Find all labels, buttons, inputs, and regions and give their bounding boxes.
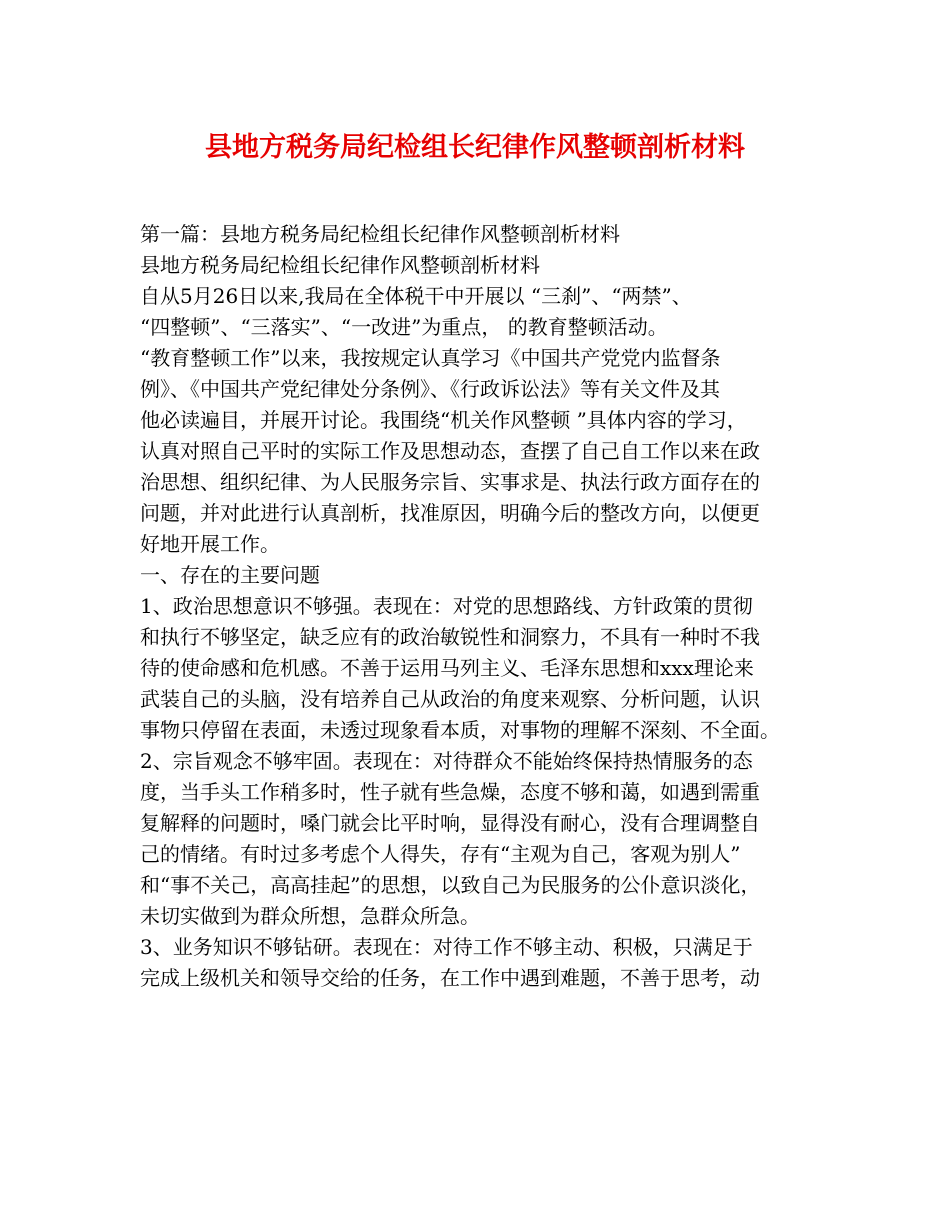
paragraph-line: 待的使命感和危机感。不善于运用马列主义、毛泽东思想和xxx理论来 — [140, 656, 754, 680]
paragraph-line: 度，当手头工作稍多时，性子就有些急燥，态度不够和蔼，如遇到需重 — [140, 780, 760, 804]
paragraph-line: 和“事不关己，高高挂起”的思想，以致自己为民服务的公仆意识淡化， — [140, 873, 761, 897]
document-title: 县地方税务局纪检组长纪律作风整顿剖析材料 — [205, 132, 745, 163]
document-body — [140, 219, 830, 994]
paragraph-line: 治思想、组织纪律、为人民服务宗旨、实事求是、执法行政方面存在的 — [140, 470, 760, 494]
paragraph-line: 武装自己的头脑，没有培养自己从政治的角度来观察、分析问题，认识 — [140, 687, 760, 711]
paragraph-line: 自从5月26日以来,我局在全体税干中开展以 “三刹”、“两禁”、 — [140, 284, 692, 308]
paragraph-line: 复解释的问题时，嗓门就会比平时响，显得没有耐心，没有合理调整自 — [140, 811, 760, 835]
paragraph-line: “教育整顿工作”以来，我按规定认真学习《中国共产党党内监督条 — [140, 346, 721, 370]
paragraph-line: 县地方税务局纪检组长纪律作风整顿剖析材料 — [140, 253, 540, 277]
paragraph-line: 2、宗旨观念不够牢固。表现在：对待群众不能始终保持热情服务的态 — [140, 749, 753, 773]
paragraph-line: 第一篇：县地方税务局纪检组长纪律作风整顿剖析材料 — [140, 222, 620, 246]
paragraph-line: 未切实做到为群众所想，急群众所急。 — [140, 904, 480, 928]
paragraph-line: 和执行不够坚定，缺乏应有的政治敏锐性和洞察力，不具有一种时不我 — [140, 625, 760, 649]
paragraph-line: 1、政治思想意识不够强。表现在：对党的思想路线、方针政策的贯彻 — [140, 594, 753, 618]
paragraph-line: “四整顿”、“三落实”、“一改进”为重点， 的教育整顿活动。 — [140, 315, 668, 339]
paragraph-line: 完成上级机关和领导交给的任务，在工作中遇到难题，不善于思考，动 — [140, 966, 760, 990]
paragraph-line: 认真对照自己平时的实际工作及思想动态，查摆了自己自工作以来在政 — [140, 439, 760, 463]
paragraph-line: 事物只停留在表面，未透过现象看本质，对事物的理解不深刻、不全面。 — [140, 718, 780, 742]
paragraph-line: 3、业务知识不够钻研。表现在：对待工作不够主动、积极，只满足于 — [140, 935, 753, 959]
paragraph-line: 一、存在的主要问题 — [140, 563, 320, 587]
paragraph-line: 好地开展工作。 — [140, 532, 280, 556]
paragraph-line: 己的情绪。有时过多考虑个人得失，存有“主观为自己，客观为别人” — [140, 842, 741, 866]
paragraph-line: 他必读遍目，并展开讨论。我围绕“机关作风整顿 ”具体内容的学习， — [140, 408, 747, 432]
paragraph-line: 问题，并对此进行认真剖析，找准原因，明确今后的整改方向，以便更 — [140, 501, 760, 525]
paragraph-line: 例》、《中国共产党纪律处分条例》、《行政诉讼法》等有关文件及其 — [140, 377, 720, 401]
